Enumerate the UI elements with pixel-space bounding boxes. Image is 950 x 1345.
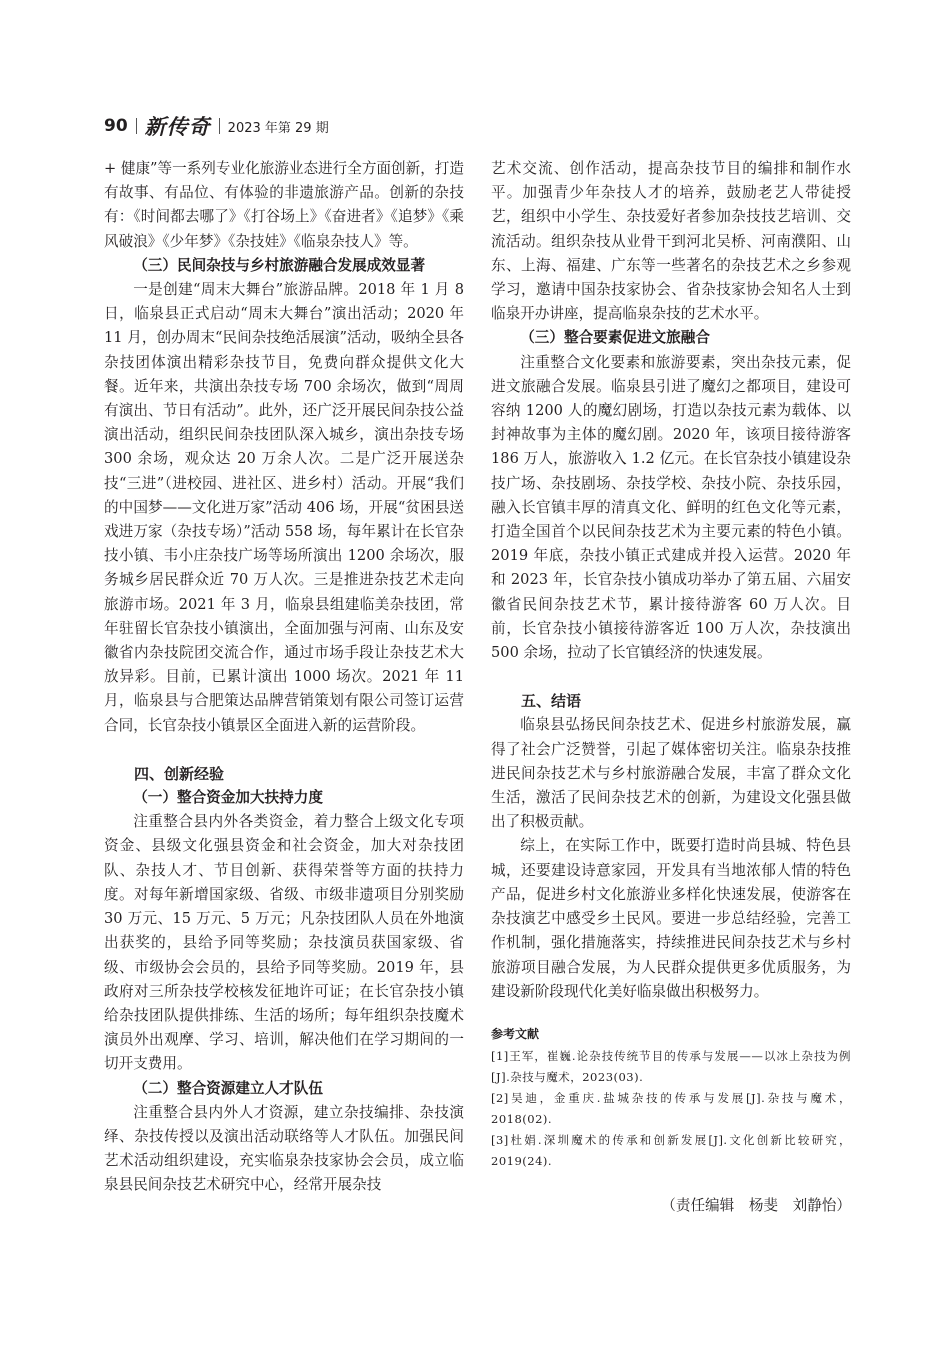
references [491, 1024, 851, 1172]
journal-logo: 新传奇 [144, 115, 211, 139]
paragraph: 综上，在实际工作中，既要打造时尚县城、特色县城，还要建设诗意家园，开发具有当地浓郁人情的特色产品，促进乡村文化旅游业多样化快速发展，使游客在杂技演艺中感受乡土民风。要进一步总结经验，完善工作机制，强化措施落实，持续推进民间杂技艺术与乡村旅游项目融合发展，为人民群众提供更多优质服务，为建设新阶段现代化美好临泉做出积极努力。 [491, 837, 851, 1000]
section-heading: 五、结语 [521, 692, 582, 711]
issue-label: 2023 年第 29 期 [227, 120, 329, 136]
paragraph: 一是创建“周末大舞台”旅游品牌。2018 年 1 月 8 日，临泉县正式启动“周末大舞台”演出活动；2020 年 11 月，创办周末“民间杂技绝活展演”活动，吸纳全县各杂技团体演出精彩杂技节目，免费向群众提供文化大餐。近年来，共演出杂技专场 700 余场次，做到“周周有演出、节日有活动”。此外，还广泛开展民间杂技公益演出活动，组织民间杂技团队深入城乡，演出杂技专场 300 余场，观众达 20 万余人次。二是广泛开展送杂技“三进”（进校园、进社区、进乡村）活动。开展“我们的中国梦——文化进万家”活动 406 场，开展“贫困县送戏进万家（杂技专场）”活动 558 场，每年累计在长官杂技小镇、韦小庄杂技广场等场所演出 1200 余场次，服务城乡居民群众近 70 万人次。三是推进杂技艺术走向旅游市场。2021 年 3 月，临泉县组建临美杂技团，常年驻留长官杂技小镇演出，全面加强与河南、山东及安徽省内杂技院团交流合作，通过市场手段让杂技艺术大放异彩。目前，已累计演出 1000 场次。2021 年 11 月，临泉县与合肥策达品牌营销策划有限公司签订运营合同，长官杂技小镇景区全面进入新的运营阶段。 [104, 281, 464, 734]
header-divider [219, 118, 220, 134]
paragraph: 注重整合县内外人才资源，建立杂技编排、杂技演绎、杂技传授以及演出活动联络等人才队伍。加强民间艺术活动组织建设，充实临泉杂技家协会会员，成立临泉县民间杂技艺术研究中心，经常开展杂技 [104, 1103, 464, 1194]
right-column [491, 157, 851, 1218]
header-divider [136, 118, 137, 134]
editor-credit: （责任编辑 杨斐 刘静怡） [661, 1196, 851, 1214]
section-heading: 四、创新经验 [134, 764, 225, 783]
paragraph: + 健康”等一系列专业化旅游业态进行全方面创新，打造有故事、有品位、有体验的非遗旅游产品。创新的杂技有：《时间都去哪了》《打谷场上》《奋进者》《追梦》《乘风破浪》《少年梦》《杂技娃》《临泉杂技人》等。 [104, 160, 464, 250]
subsection-heading: （三）民间杂技与乡村旅游融合发展成效显著 [133, 256, 426, 274]
paragraph: 注重整合文化要素和旅游要素，突出杂技元素，促进文旅融合发展。临泉县引进了魔幻之都项目，建设可容纳 1200 人的魔幻剧场，打造以杂技元素为载体、以封神故事为主体的魔幻剧。2020 年，该项目接待游客 186 万人，旅游收入 1.2 亿元。在长官杂技小镇建设杂技广场、杂技剧场、杂技学校、杂技小院、杂技乐园，融入长官镇丰厚的清真文化、鲜明的红色文化等元素，打造全国首个以民间杂技艺术为主要元素的特色小镇。2019 年底，杂技小镇正式建成并投入运营。2020 年和 2023 年，长官杂技小镇成功举办了第五届、六届安徽省民间杂技艺术节，累计接待游客 60 万人次。目前，长官杂技小镇接待游客近 100 万人次，杂技演出 500 余场，拉动了长官镇经济的快速发展。 [491, 353, 851, 662]
page-header [104, 114, 329, 138]
paragraph: 临泉县弘扬民间杂技艺术、促进乡村旅游发展，赢得了社会广泛赞誉，引起了媒体密切关注。临泉杂技推进民间杂技艺术与乡村旅游融合发展，丰富了群众文化生活，激活了民间杂技艺术的创新，为建设文化强县做出了积极贡献。 [491, 716, 851, 831]
spacer [104, 738, 464, 762]
spacer [491, 665, 851, 689]
subsection-heading: （二）整合资源建立人才队伍 [133, 1079, 323, 1097]
reference-item: [1]王军，崔巍.论杂技传统节目的传承与发展——以冰上杂技为例[J].杂技与魔术，2023(03). [491, 1048, 851, 1084]
paragraph: 注重整合县内外各类资金，着力整合上级文化专项资金、县级文化强县资金和社会资金，加大对杂技团队、杂技人才、节目创新、获得荣誉等方面的扶持力度。对每年新增国家级、省级、市级非遗项目分别奖励 30 万元、15 万元、5 万元；凡杂技团队人员在外地演出获奖的，县给予同等奖励；杂技演员获国家级、省级、市级协会会员的，县给予同等奖励。2019 年，县政府对三所杂技学校核发征地许可证；在长官杂技小镇给杂技团队提供排练、生活的场所；每年组织杂技魔术演员外出观摩、学习、培训，解决他们在学习期间的一切开支费用。 [104, 813, 464, 1073]
references-title: 参考文献 [491, 1026, 540, 1041]
reference-item: [3]杜娟.深圳魔术的传承和创新发展[J].文化创新比较研究，2019(24). [491, 1132, 851, 1168]
reference-item: [2]吴迪，金重庆.盐城杂技的传承与发展[J].杂技与魔术，2018(02). [491, 1090, 851, 1126]
page-number: 90 [104, 116, 128, 136]
left-column [104, 157, 464, 1198]
subsection-heading: （三）整合要素促进文旅融合 [520, 329, 710, 347]
paragraph: 艺术交流、创作活动，提高杂技节目的编排和制作水平。加强青少年杂技人才的培养，鼓励老艺人带徒授艺，组织中小学生、杂技爱好者参加杂技技艺培训、交流活动。组织杂技从业骨干到河北吴桥、河南濮阳、山东、上海、福建、广东等一些著名的杂技艺术之乡参观学习，邀请中国杂技家协会、省杂技家协会知名人士到临泉开办讲座，提高临泉杂技的艺术水平。 [491, 160, 851, 323]
subsection-heading: （一）整合资金加大扶持力度 [133, 789, 323, 807]
